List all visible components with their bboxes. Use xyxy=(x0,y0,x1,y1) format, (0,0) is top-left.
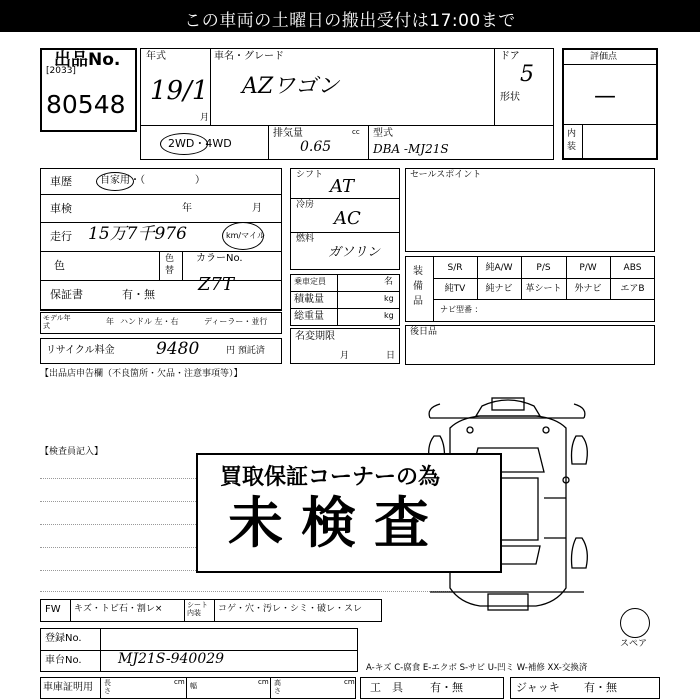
model-code-value: DBA -MJ21S xyxy=(373,142,449,156)
recycle-value: 9480 xyxy=(156,339,200,359)
model-row-year: 年 xyxy=(106,317,114,326)
registration-label: 登録No. xyxy=(45,633,82,644)
post-date-label: 後日品 xyxy=(410,327,438,337)
chassis-value: MJ21S-940029 xyxy=(118,651,225,667)
fuel-value: ガソリン xyxy=(328,245,381,260)
interior-label: 内装 xyxy=(567,129,577,152)
sales-points-label: セールスポイント xyxy=(410,170,482,180)
load-unit: kg xyxy=(384,294,394,303)
jack-value: 有・無 xyxy=(584,681,617,694)
damage-codes: A-キズ C-腐食 E-エクボ S-サビ U-凹ミ W-補修 XX-交換済 xyxy=(366,663,588,673)
model-year-label: 年式 xyxy=(146,51,166,62)
shift-value: AT xyxy=(330,176,355,197)
mileage-circle xyxy=(222,222,264,250)
tools-label: 工 具 xyxy=(370,681,403,694)
spare-tire-icon xyxy=(620,608,650,638)
legend-fw-text: キズ・トビ石・割レ× xyxy=(74,604,163,614)
stamp-line2: 未検査 xyxy=(228,491,448,555)
inspector-label: 【検査員記入】 xyxy=(40,447,104,457)
equip-ps: P/S xyxy=(536,263,551,273)
jack-label: ジャッキ xyxy=(516,681,560,694)
equip-airbag: エアB xyxy=(620,284,645,294)
model-row-handle: ハンドル 左・右 xyxy=(120,317,179,326)
garage-width-cm: cm xyxy=(258,678,269,686)
garage-length: 長さ xyxy=(104,679,111,695)
drive-options: 2WD・4WD xyxy=(168,137,232,150)
recycle-unit: 円 預託済 xyxy=(226,346,265,356)
lot-number: 80548 xyxy=(46,90,126,119)
model-row-label: モデル年式 xyxy=(43,314,71,330)
model-code-label: 型式 xyxy=(373,128,393,139)
banner-text: この車両の土曜日の搬出受付は17:00まで xyxy=(184,11,516,31)
mileage-unit: km/マイル xyxy=(226,231,265,240)
total-weight-unit: kg xyxy=(384,311,394,320)
model-year-month: 月 xyxy=(200,113,210,123)
capacity-label: 乗車定員 xyxy=(294,277,326,286)
warranty-label: 保証書 xyxy=(50,288,83,301)
equip-leather: 革シート xyxy=(525,284,562,294)
shape-label: 形状 xyxy=(500,92,520,103)
legend-seat-text: コゲ・穴・汚レ・シミ・破レ・スレ xyxy=(218,604,363,614)
lot-sublabel: [2033] xyxy=(46,66,76,76)
fuel-label: 燃料 xyxy=(296,234,315,244)
equip-aw: 純A/W xyxy=(485,263,513,273)
color-repaint-label: 色替 xyxy=(165,254,175,276)
legend-seat: シート内装 xyxy=(187,601,208,617)
legend-fw: FW xyxy=(45,604,61,615)
color-no-value: Z7T xyxy=(198,274,234,295)
doors-value: 5 xyxy=(520,62,534,87)
equip-navi: 純ナビ xyxy=(485,284,513,294)
equip-tv: 純TV xyxy=(444,284,466,294)
equip-sr: S/R xyxy=(447,263,463,273)
name-change-day: 日 xyxy=(386,351,396,361)
mileage-value: 15万7千976 xyxy=(88,224,187,244)
lot-label: 出品No. xyxy=(54,50,121,70)
warranty-value: 有・無 xyxy=(122,288,155,301)
color-label: 色 xyxy=(54,259,65,272)
seller-note: 【出品店申告欄（不良箇所・欠品・注意事項等）】 xyxy=(40,369,243,379)
doors-label: ドア xyxy=(500,51,520,62)
equipment-label: 装備品 xyxy=(413,266,423,307)
garage-length-cm: cm xyxy=(174,678,185,686)
chassis-label: 車台No. xyxy=(45,655,82,666)
garage-width: 幅 xyxy=(190,682,197,690)
aircon-label: 冷房 xyxy=(296,200,315,210)
stamp-line1: 買取保証コーナーの為 xyxy=(220,465,441,490)
displacement-unit: cc xyxy=(352,128,360,136)
aircon-value: AC xyxy=(334,208,361,229)
model-year-value: 19/1 xyxy=(150,76,209,106)
post-date-box xyxy=(405,325,655,365)
shift-label: シフト xyxy=(296,170,324,180)
rating-label: 評価点 xyxy=(590,52,618,62)
total-weight-label: 総重量 xyxy=(294,311,324,322)
spare-label: スペア xyxy=(620,639,648,649)
tools-value: 有・無 xyxy=(430,681,463,694)
equip-abs: ABS xyxy=(623,263,642,273)
recycle-label: リサイクル料金 xyxy=(46,345,115,356)
car-name-value: AZワゴン xyxy=(242,74,340,99)
inspection-year: 年 xyxy=(182,203,192,214)
garage-height-cm: cm xyxy=(344,678,355,686)
load-label: 積載量 xyxy=(294,294,324,305)
color-no-label: カラーNo. xyxy=(196,253,243,264)
inspection-label: 車検 xyxy=(50,202,72,215)
garage-label: 車庫証明用 xyxy=(43,682,93,693)
capacity-unit: 名 xyxy=(384,277,394,287)
equip-pw: P/W xyxy=(579,263,597,273)
displacement-value: 0.65 xyxy=(300,139,332,155)
inspection-month: 月 xyxy=(252,203,262,214)
sales-points-box xyxy=(405,168,655,252)
navi-model: ナビ型番 ： xyxy=(440,305,483,314)
history-value: 自家用・（ ） xyxy=(100,175,205,186)
car-name-label: 車名・グレード xyxy=(214,51,284,62)
displacement-label: 排気量 xyxy=(273,128,303,139)
name-change-month: 月 xyxy=(340,351,350,361)
rating-value: — xyxy=(594,84,616,109)
garage-height: 高さ xyxy=(274,679,281,695)
history-label: 車歴 xyxy=(50,175,72,188)
name-change-label: 名変期限 xyxy=(295,331,335,342)
mileage-label: 走行 xyxy=(50,230,72,243)
model-row-dealer: ディーラー・並行 xyxy=(204,317,268,326)
equip-ext-navi: 外ナビ xyxy=(574,284,602,294)
